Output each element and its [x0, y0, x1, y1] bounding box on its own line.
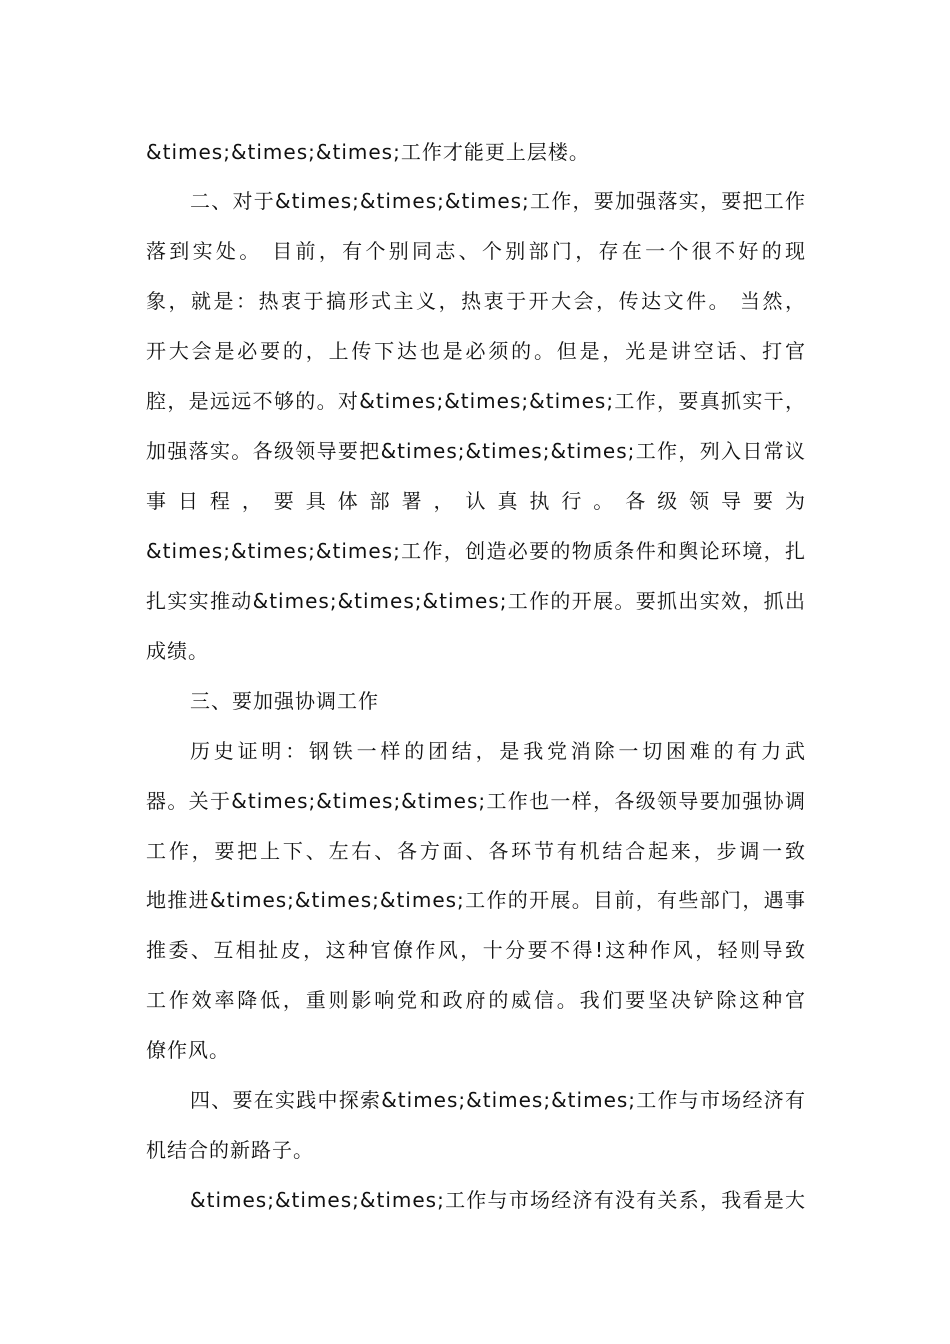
text-line: 成绩。: [146, 639, 209, 663]
text-line: 落到实处。 目前，有个别同志、个别部门，存在一个很不好的现: [146, 239, 806, 263]
text-line: 器。关于&times;&times;&times;工作也一样，各级领导要加强协调: [146, 789, 806, 813]
text-line: &times;&times;&times;工作，创造必要的物质条件和舆论环境，扎: [146, 539, 806, 563]
text-line: 扎实实推动&times;&times;&times;工作的开展。要抓出实效，抓出: [146, 589, 806, 613]
text-line: 工作效率降低，重则影响党和政府的威信。我们要坚决铲除这种官: [146, 988, 806, 1012]
text-line: 历史证明：钢铁一样的团结，是我党消除一切困难的有力武: [190, 739, 806, 763]
text-line: &times;&times;&times;工作与市场经济有没有关系，我看是大: [190, 1188, 806, 1212]
text-line: 二、对于&times;&times;&times;工作，要加强落实，要把工作: [190, 189, 806, 213]
text-line: 工作，要把上下、左右、各方面、各环节有机结合起来，步调一致: [146, 839, 806, 863]
text-line: 腔，是远远不够的。对&times;&times;&times;工作，要真抓实干，: [146, 389, 806, 413]
text-line: 开大会是必要的，上传下达也是必须的。但是，光是讲空话、打官: [146, 339, 806, 363]
text-line: &times;&times;&times;工作才能更上层楼。: [146, 140, 590, 164]
section-heading: 三、要加强协调工作: [190, 689, 379, 713]
text-line: 僚作风。: [146, 1038, 230, 1062]
text-line: 加强落实。各级领导要把&times;&times;&times;工作，列入日常议: [146, 439, 806, 463]
text-line: 事 日 程 ， 要 具 体 部 署 ， 认 真 执 行 。 各 级 领 导 要 为: [146, 489, 806, 513]
text-line: 推委、互相扯皮，这种官僚作风，十分要不得!这种作风，轻则导致: [146, 938, 806, 962]
text-line: 地推进&times;&times;&times;工作的开展。目前，有些部门，遇事: [146, 888, 806, 912]
text-line: 象，就是：热衷于搞形式主义，热衷于开大会，传达文件。 当然，: [146, 289, 806, 313]
text-line: 机结合的新路子。: [146, 1138, 314, 1162]
text-line: 四、要在实践中探索&times;&times;&times;工作与市场经济有: [190, 1088, 806, 1112]
